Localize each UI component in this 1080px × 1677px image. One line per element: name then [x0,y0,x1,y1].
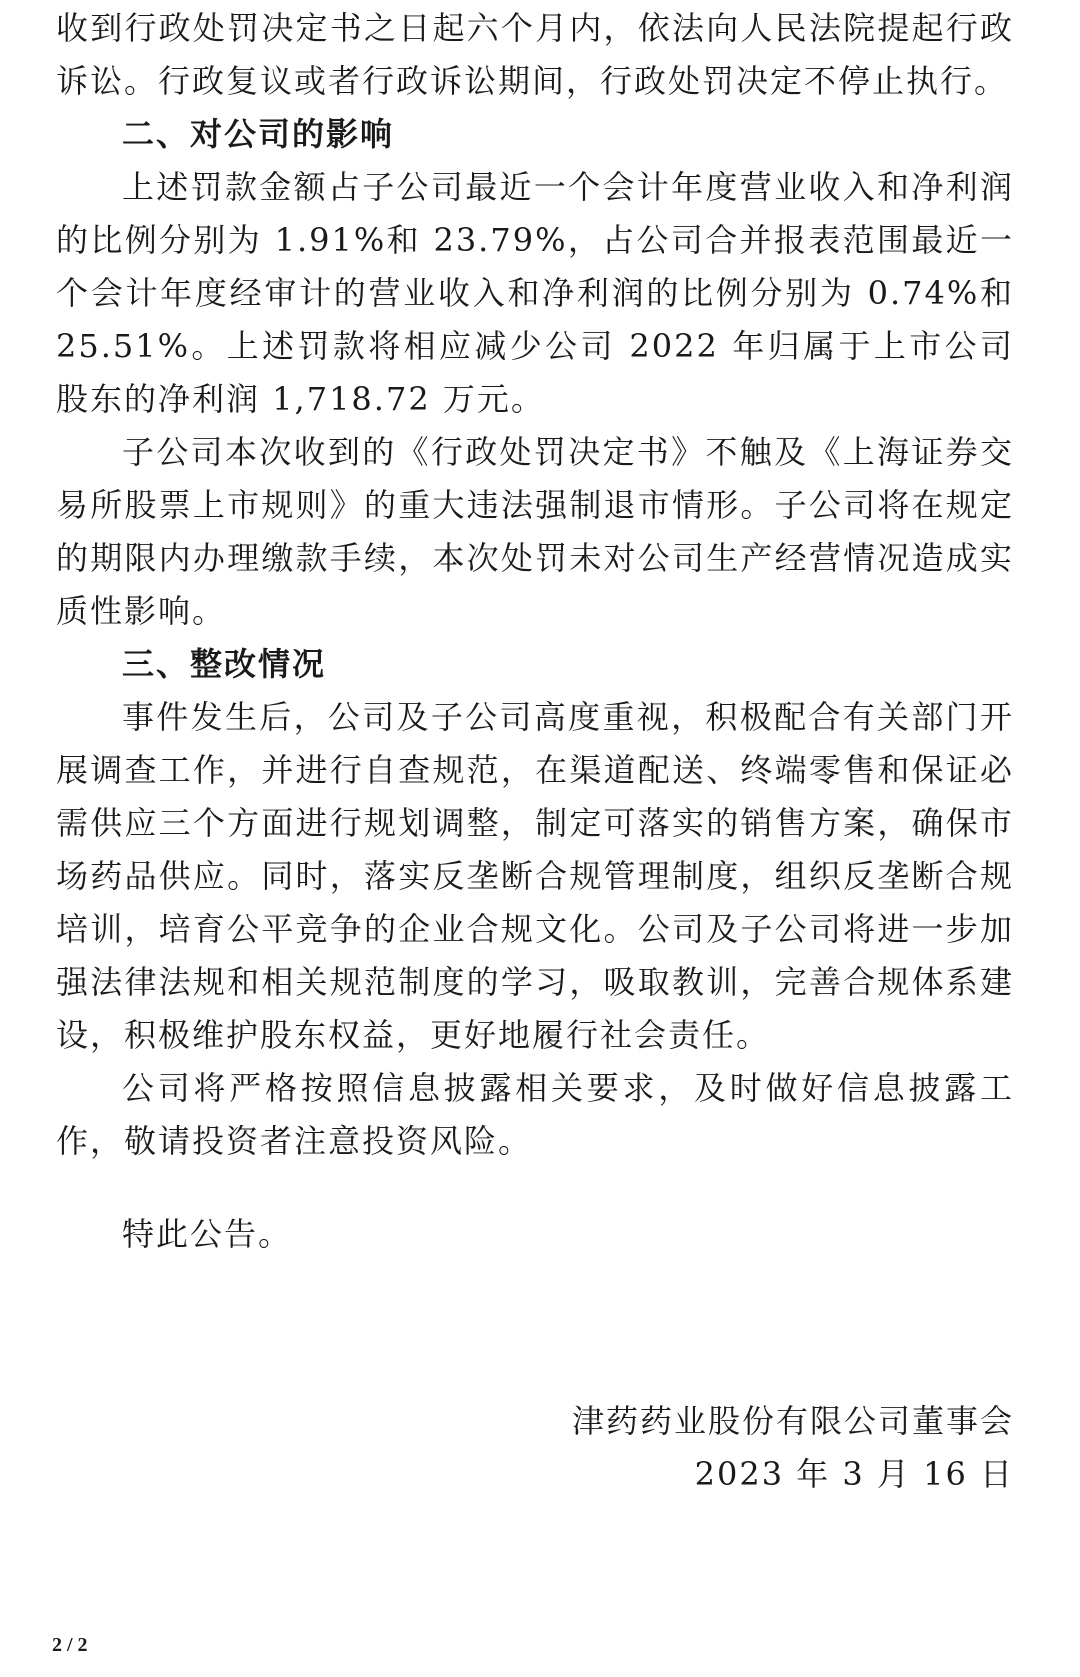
paragraph-admin-litigation: 收到行政处罚决定书之日起六个月内，依法向人民法院提起行政诉讼。行政复议或者行政诉讼期间，行政处罚决定不停止执行。 [56,9,1014,100]
paragraph-rectification: 事件发生后，公司及子公司高度重视，积极配合有关部门开展调查工作，并进行自查规范，在渠道配送、终端零售和保证必需供应三个方面进行规划调整，制定可落实的销售方案，确保市场药品供应。同时，落实反垄断合规管理制度，组织反垄断合规培训，培育公平竞争的企业合规文化。公司及子公司将进一步加强法律法规和相关规范制度的学习，吸取教训，完善合规体系建设，积极维护股东权益，更好地履行社会责任。 [56,698,1014,1054]
paragraph-no-delisting: 子公司本次收到的《行政处罚决定书》不触及《上海证券交易所股票上市规则》的重大违法强制退市情形。子公司将在规定的期限内办理缴款手续，本次处罚未对公司生产经营情况造成实质性影响。 [56,433,1014,630]
signature-date: 2023 年 3 月 16 日 [694,1455,1014,1493]
document-body [56,0,1014,1261]
page-number: 2 / 2 [52,1634,88,1656]
closing-statement: 特此公告。 [122,1215,293,1253]
spacer [56,1168,1014,1208]
section-heading-rectification: 三、整改情况 [122,645,327,683]
paragraph-disclosure: 公司将严格按照信息披露相关要求，及时做好信息披露工作，敬请投资者注意投资风险。 [56,1069,1014,1160]
section-heading-impact: 二、对公司的影响 [122,115,395,153]
paragraph-fine-ratio: 上述罚款金额占子公司最近一个会计年度营业收入和净利润的比例分别为 1.91%和 23.79%，占公司合并报表范围最近一个会计年度经审计的营业收入和净利润的比例分别为 0.74%和25.51%。上述罚款将相应减少公司 2022 年归属于上市公司股东的净利润 1,718.72 万元。 [56,168,1014,418]
signature-company: 津药药业股份有限公司董事会 [571,1402,1014,1440]
